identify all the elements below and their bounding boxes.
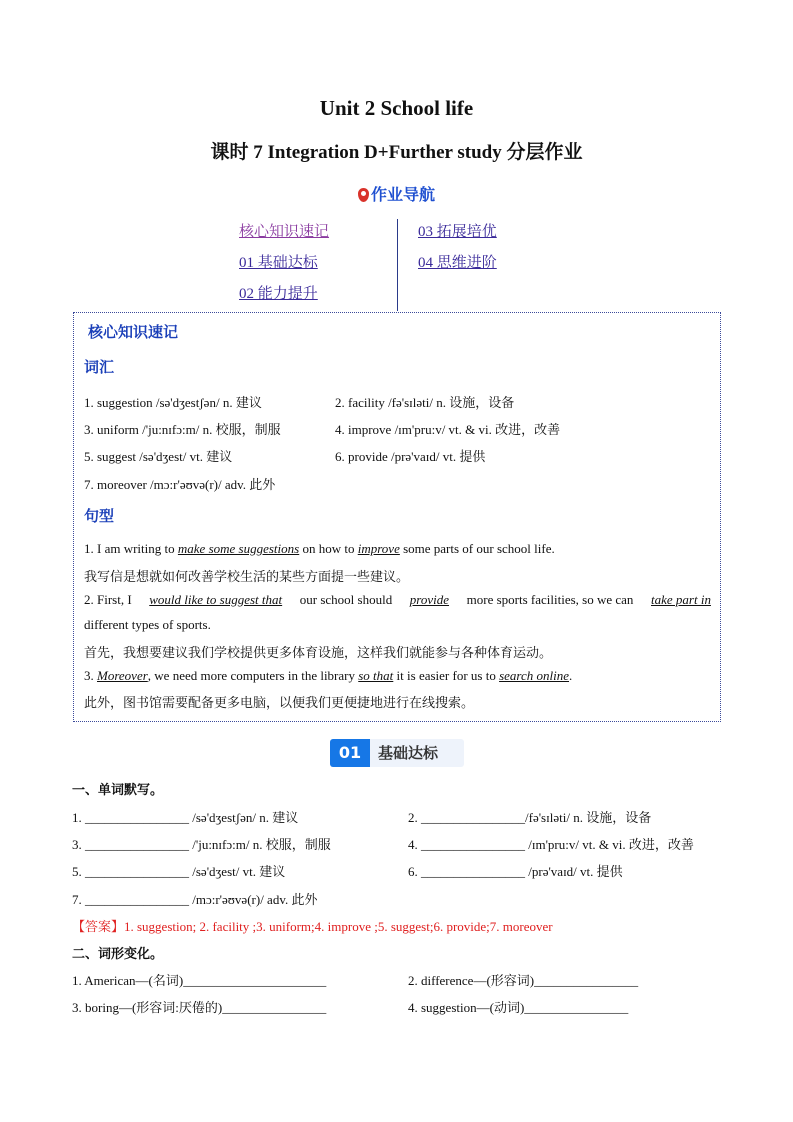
word-form-item[interactable]: 4. suggestion—(动词)________________ <box>408 1000 629 1015</box>
word-form-item[interactable]: 1. American—(名词)______________________ <box>72 973 327 988</box>
dictation-item: 2. ________________/fə'sɪləti/ n. 设施，设备 <box>408 810 652 825</box>
nav-heading-text: 作业导航 <box>370 185 435 204</box>
badge-number: 01 <box>330 739 370 767</box>
sentence-3: 3. Moreover, we need more computers in the library so that it is easier for us to search online. <box>84 668 573 683</box>
vocab-item: 7. moreover /mɔ:r'əʊvə(r)/ adv. 此外 <box>84 477 276 492</box>
answer-blank[interactable]: ________________ <box>85 864 189 879</box>
answer-blank[interactable]: ________________ <box>85 892 189 907</box>
vocab-item: 4. improve /ɪm'pru:v/ vt. & vi. 改进，改善 <box>335 422 561 437</box>
nav-link-04[interactable]: 04 思维进阶 <box>418 255 497 271</box>
document-title: Unit 2 School life <box>319 96 474 120</box>
sentence-2-cn: 首先，我想要建议我们学校提供更多体育设施，这样我们就能参与各种体育运动。 <box>84 645 553 660</box>
vocab-item: 3. uniform /'ju:nɪfɔ:m/ n. 校服，制服 <box>84 422 281 437</box>
dictation-item: 7. ________________ /mɔ:r'əʊvə(r)/ adv. 此外 <box>72 892 318 907</box>
core-heading: 核心知识速记 <box>88 323 179 341</box>
badge-label: 基础达标 <box>378 744 439 762</box>
answer-key: 【答案】1. suggestion; 2. facility ;3. uniform;4. improve ;5. suggest;6. provide;7. moreover <box>72 919 553 934</box>
dictation-item: 1. ________________ /sə'dʒestʃən/ n. 建议 <box>72 810 299 825</box>
vocab-heading: 词汇 <box>84 358 115 376</box>
word-form-item[interactable]: 2. difference—(形容词)________________ <box>408 973 639 988</box>
dictation-item: 6. ________________ /prə'vaɪd/ vt. 提供 <box>408 864 623 879</box>
sentence-2: 2. First, I would like to suggest that our school should provide more sports facilities, so we can take part in <box>84 592 711 607</box>
dictation-item: 5. ________________ /sə'dʒest/ vt. 建议 <box>72 864 286 879</box>
sentence-1-cn: 我写信是想就如何改善学校生活的某些方面提一些建议。 <box>84 569 410 584</box>
answer-blank[interactable]: ________________ <box>85 837 189 852</box>
location-pin-icon <box>358 188 369 202</box>
nav-link-core[interactable]: 核心知识速记 <box>239 224 330 240</box>
sentence-1: 1. I am writing to make some suggestions on how to improve some parts of our school life. <box>84 541 555 556</box>
answer-blank[interactable]: ________________ <box>421 837 525 852</box>
nav-divider <box>397 219 398 311</box>
dictation-item: 4. ________________ /ɪm'pru:v/ vt. & vi. 改进，改善 <box>408 837 694 852</box>
answer-blank[interactable]: ________________ <box>421 864 525 879</box>
sentence-2-cont: different types of sports. <box>84 617 211 632</box>
vocab-item: 1. suggestion /sə'dʒestʃən/ n. 建议 <box>84 395 262 410</box>
answer-blank[interactable]: ________________ <box>85 810 189 825</box>
nav-link-03[interactable]: 03 拓展培优 <box>418 224 497 240</box>
word-form-item[interactable]: 3. boring—(形容词:厌倦的)________________ <box>72 1000 327 1015</box>
sentence-3-cn: 此外，图书馆需要配备更多电脑，以便我们更便捷地进行在线搜索。 <box>84 695 475 710</box>
nav-link-01[interactable]: 01 基础达标 <box>239 255 318 271</box>
part2-heading: 二、词形变化。 <box>72 947 164 962</box>
document-subtitle: 课时 7 Integration D+Further study 分层作业 <box>210 142 583 163</box>
answer-blank[interactable]: ________________ <box>421 810 525 825</box>
section-badge-basic <box>330 739 464 767</box>
pattern-heading: 句型 <box>84 507 115 525</box>
part1-heading: 一、单词默写。 <box>72 783 164 798</box>
dictation-item: 3. ________________ /'ju:nɪfɔ:m/ n. 校服，制服 <box>72 837 331 852</box>
vocab-item: 6. provide /prə'vaɪd/ vt. 提供 <box>335 449 486 464</box>
nav-link-02[interactable]: 02 能力提升 <box>239 286 318 302</box>
nav-heading <box>0 182 793 205</box>
vocab-item: 5. suggest /sə'dʒest/ vt. 建议 <box>84 449 233 464</box>
vocab-item: 2. facility /fə'sɪləti/ n. 设施，设备 <box>335 395 515 410</box>
